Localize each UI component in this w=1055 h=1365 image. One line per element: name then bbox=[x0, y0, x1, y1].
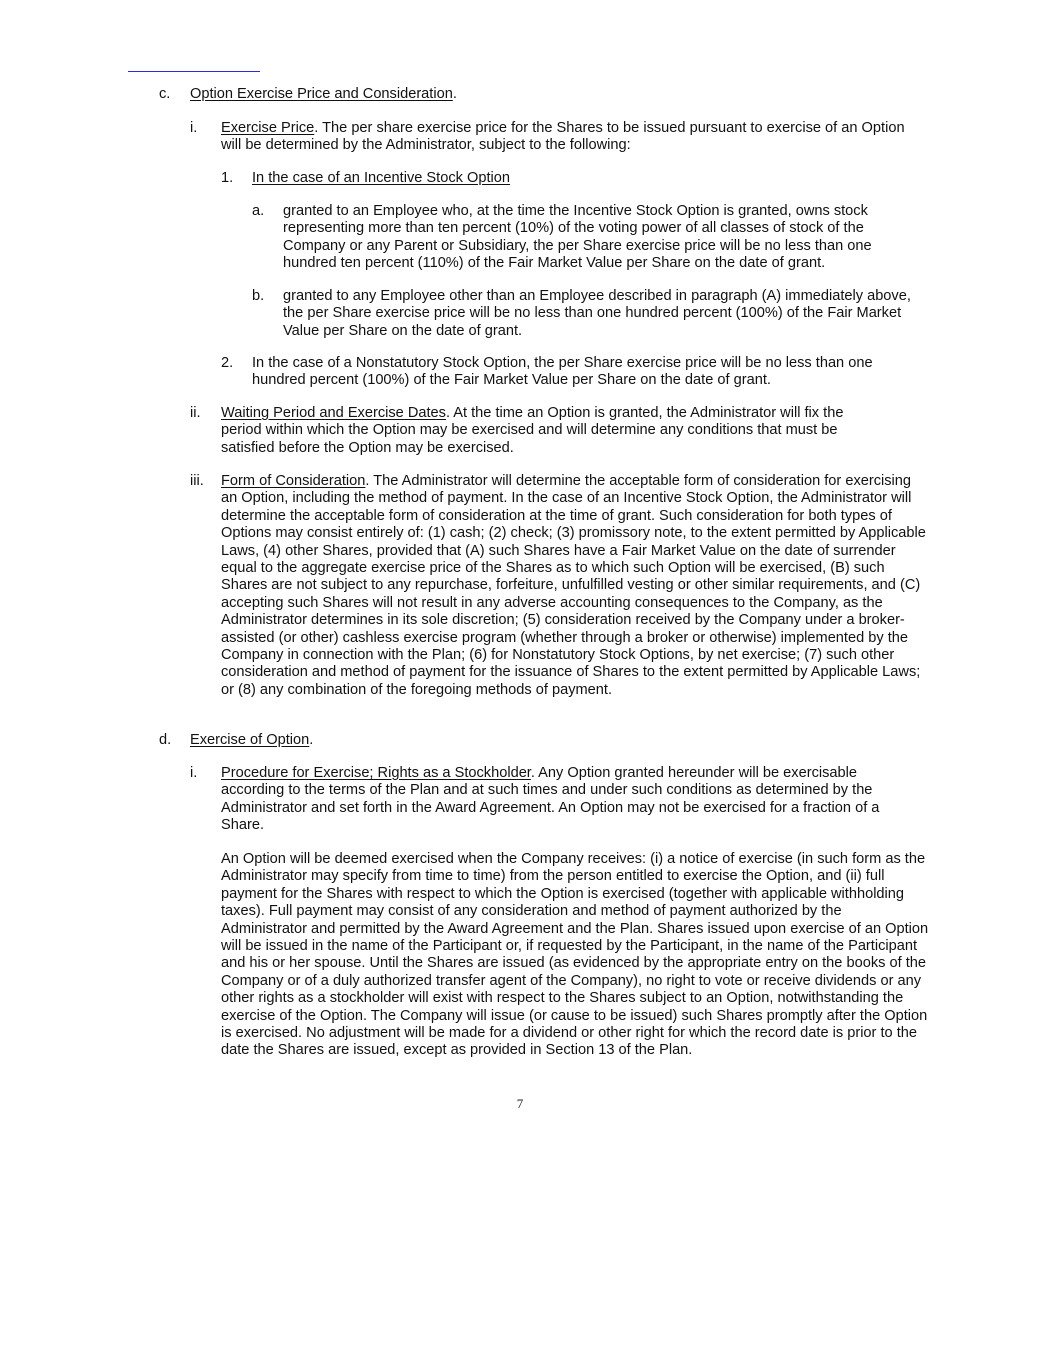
section-c-sub-a-body: granted to an Employee who, at the time the Incentive Stock Option is granted, owns stock representing more than ten percent (10%) of the voting power of all classes of stock of the Company or any Parent or Subsidiary, the per Share exercise price will be no less than one hundred ten percent (110%) of the Fair Market Value per Share on the date of grant. bbox=[283, 203, 872, 272]
section-c-sub-1-marker: 1. bbox=[221, 170, 234, 186]
section-c-heading-line bbox=[190, 86, 930, 103]
page-number: 7 bbox=[516, 1096, 524, 1111]
section-c-item-ii bbox=[190, 405, 940, 459]
section-c-sub-a bbox=[252, 203, 932, 275]
section-c-sub-b-marker: b. bbox=[252, 288, 265, 304]
section-d-item-i-paragraph-2 bbox=[221, 851, 941, 1079]
section-c-sub-2-marker: 2. bbox=[221, 355, 234, 371]
section-c-heading: Option Exercise Price and Consideration bbox=[190, 86, 453, 102]
section-c-sub-2 bbox=[221, 355, 921, 391]
header-rule bbox=[128, 71, 260, 72]
section-c-item-i bbox=[190, 120, 940, 156]
section-c-heading-suffix: . bbox=[452, 86, 457, 102]
procedure-for-exercise-body: . Any Option granted hereunder will be exercisable according to the terms of the Plan and at such times and under such conditions as determined by the Administrator and set forth in the Award Agreement. An Option may not be exercised for a fraction of a Share. bbox=[221, 765, 880, 834]
form-of-consideration-heading: Form of Consideration bbox=[221, 473, 366, 489]
section-d-item-i-marker: i. bbox=[190, 765, 198, 781]
incentive-stock-option-heading: In the case of an Incentive Stock Option bbox=[252, 170, 510, 186]
section-d-heading: Exercise of Option bbox=[190, 732, 310, 748]
section-c-sub-1-paragraph bbox=[252, 170, 892, 187]
section-c-sub-2-body: In the case of a Nonstatutory Stock Option, the per Share exercise price will be no less than one hundred percent (100%) of the Fair Market Value per Share on the date of grant. bbox=[252, 355, 873, 389]
section-d bbox=[159, 732, 939, 750]
section-d-item-i-paragraph bbox=[221, 765, 921, 835]
section-d-marker: d. bbox=[159, 732, 172, 748]
section-c-item-ii-paragraph bbox=[221, 405, 886, 457]
section-c-sub-1 bbox=[221, 170, 921, 188]
exercise-price-heading: Exercise Price bbox=[221, 120, 315, 136]
section-c-marker: c. bbox=[159, 86, 171, 102]
section-c-item-iii-paragraph bbox=[221, 473, 931, 699]
section-c-item-ii-marker: ii. bbox=[190, 405, 201, 421]
section-c-sub-b-body: granted to any Employee other than an Employee described in paragraph (A) immediately above, the per Share exercise price will be no less than one hundred percent (100%) of the Fair Market Value per Share on the date of grant. bbox=[283, 288, 911, 339]
exercise-price-body: . The per share exercise price for the Shares to be issued pursuant to exercise of an Option will be determined by the Administrator, subject to the following: bbox=[221, 120, 905, 154]
section-c-item-iii bbox=[190, 473, 940, 719]
section-c bbox=[159, 86, 939, 104]
section-c-sub-b bbox=[252, 288, 932, 342]
procedure-for-exercise-heading: Procedure for Exercise; Rights as a Stockholder bbox=[221, 765, 531, 781]
form-of-consideration-body: . The Administrator will determine the acceptable form of consideration for exercising an Option, including the method of payment. In the case of an Incentive Stock Option, the Administrator will determine the acceptable form of consideration at the time of grant. Such consideration for both types of Options may consist entirely of: (1) cash; (2) check; (3) promissory note, to the extent permitted by Applicable Laws, (4) other Shares, provided that (A) such Shares have a Fair Market Value on the date of surrender equal to the aggregate exercise price of the Shares as to which such Option will be exercised, (B) such Shares are not subject to any repurchase, forfeiture, unfulfilled vesting or other similar requirements, and (C) accepting such Shares will not result in any adverse accounting consequences to the Company, as the Administrator determines in its sole discretion; (5) consideration received by the Company under a broker-assisted (or other) cashless exercise program (whether through a broker or otherwise) implemented by the Company in connection with the Plan; (6) for Nonstatutory Stock Options, by net exercise; (7) such other consideration and method of payment for the issuance of Shares to the extent permitted by Applicable Laws; or (8) any combination of the foregoing methods of payment. bbox=[221, 473, 926, 698]
section-c-sub-a-marker: a. bbox=[252, 203, 265, 219]
waiting-period-heading: Waiting Period and Exercise Dates bbox=[221, 405, 446, 421]
section-c-item-iii-marker: iii. bbox=[190, 473, 204, 489]
section-c-item-i-paragraph bbox=[221, 120, 911, 155]
section-d-heading-line bbox=[190, 732, 930, 749]
option-deemed-exercised-body: An Option will be deemed exercised when the Company receives: (i) a notice of exercise (in such form as the Administrator may specify from time to time) from the person entitled to exercise the Option, and (ii) full payment for the Shares with respect to which the Option is exercised (together with applicable withholding taxes). Full payment may consist of any consideration and method of payment authorized by the Administrator and permitted by the Award Agreement and the Plan. Shares issued upon exercise of an Option will be issued in the name of the Participant or, if requested by the Participant, in the name of the Participant and his or her spouse. Until the Shares are issued (as evidenced by the appropriate entry on the books of the Company or of a duly authorized transfer agent of the Company), no right to vote or receive dividends or any other rights as a stockholder will exist with respect to the Shares subject to an Option, notwithstanding the exercise of the Option. The Company will issue (or cause to be issued) such Shares promptly after the Option is exercised. No adjustment will be made for a dividend or other right for which the record date is prior to the date the Shares are issued, except as provided in Section 13 of the Plan. bbox=[221, 851, 929, 1059]
waiting-period-body: . At the time an Option is granted, the Administrator will fix the period within which the Option may be exercised and will determine any conditions that must be satisfied before the Option may be exercised. bbox=[221, 405, 844, 456]
section-d-item-i bbox=[190, 765, 940, 837]
section-c-item-i-marker: i. bbox=[190, 120, 198, 136]
section-d-heading-suffix: . bbox=[309, 732, 314, 748]
